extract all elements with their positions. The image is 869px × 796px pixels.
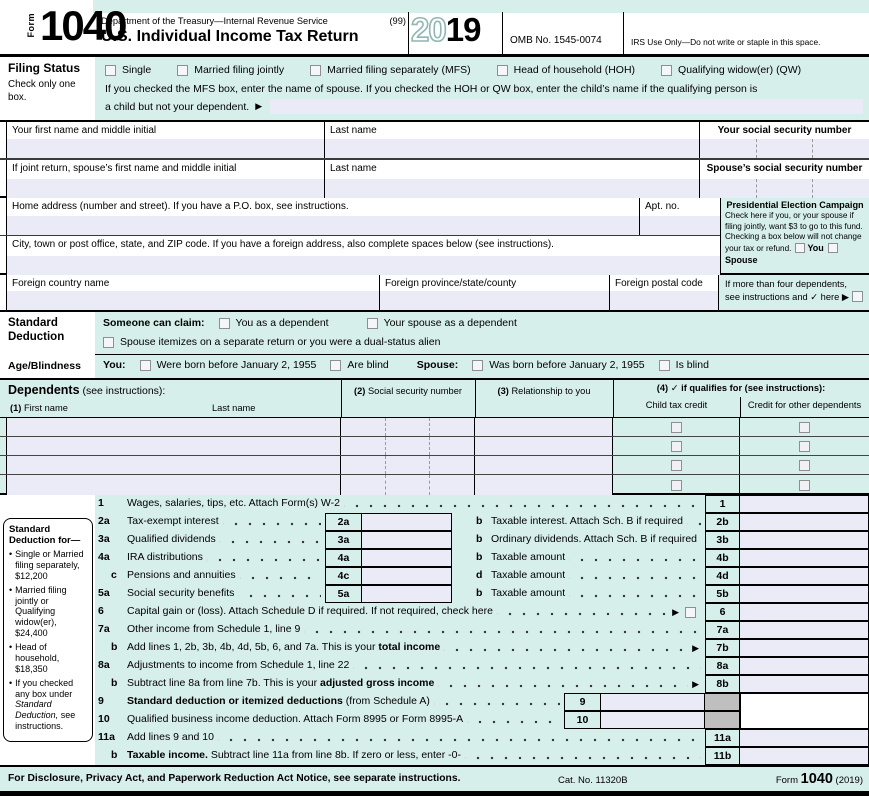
spouse-itemizes-checkbox[interactable] <box>103 337 114 348</box>
qualifying-widow-checkbox[interactable] <box>661 65 672 76</box>
irs-use-only-note: IRS Use Only—Do not write or staple in this space. <box>631 37 821 47</box>
married-jointly-label: Married filing jointly <box>194 64 285 76</box>
line-2b-amount-input[interactable] <box>740 513 869 531</box>
dependents-table <box>0 418 869 495</box>
line-5b-numbox: 5b <box>705 585 740 603</box>
you-label: You: <box>103 359 126 371</box>
line-4d-numbox: 4d <box>705 567 740 585</box>
single-checkbox[interactable] <box>105 65 116 76</box>
line-3b-amount-input[interactable] <box>740 531 869 549</box>
standard-deduction-sidebar <box>3 518 93 742</box>
married-separately-checkbox[interactable] <box>310 65 321 76</box>
claim-you-dependent-label: You as a dependent <box>235 317 329 329</box>
line-6: 6 Capital gain or (loss). Attach Schedule D if required. If not required, check here ▶ 6 <box>95 603 869 621</box>
spouse-label: Spouse: <box>416 359 459 371</box>
credit-other-dependents-checkbox[interactable] <box>799 460 810 471</box>
line-7b-numbox: 7b <box>705 639 740 657</box>
line-5b-amount-input[interactable] <box>740 585 869 603</box>
arrow-icon: ▶ <box>672 607 679 617</box>
more-dependents-checkbox[interactable] <box>852 291 863 302</box>
foreign-province-label: Foreign province/state/county <box>385 278 517 289</box>
line-8b-amount-input[interactable] <box>740 675 869 693</box>
head-of-household-checkbox[interactable] <box>497 65 508 76</box>
line-4b-amount-input[interactable] <box>740 549 869 567</box>
spouse-blind-checkbox[interactable] <box>659 360 670 371</box>
line-9-numbox: 9 <box>564 693 601 711</box>
tax-year: 2019 <box>411 11 481 48</box>
line-8a: 8a Adjustments to income from Schedule 1, line 22 8a <box>95 657 869 675</box>
form-header <box>0 0 869 57</box>
line-9-shaded-cell <box>705 693 740 711</box>
foreign-address-row <box>0 275 869 312</box>
standard-deduction-label: Standard Deduction <box>8 317 65 344</box>
married-jointly-checkbox[interactable] <box>177 65 188 76</box>
city-state-zip-label: City, town or post office, state, and ZIP code. If you have a foreign address, also complete spaces below (see instructions). <box>12 239 554 250</box>
child-tax-credit-col: Child tax credit <box>645 400 708 410</box>
someone-can-claim-label: Someone can claim: <box>103 317 205 329</box>
dependent-name-input[interactable] <box>6 437 341 455</box>
line-11b-amount-input[interactable] <box>740 747 869 765</box>
dependent-row <box>0 437 869 456</box>
child-tax-credit-checkbox[interactable] <box>671 422 682 433</box>
mfs-note-line1: If you checked the MFS box, enter the name of spouse. If you checked the HOH or QW box, enter the child’s name if the qualifying person is <box>105 83 758 95</box>
dependent-relationship-input[interactable] <box>475 456 613 474</box>
spouse-last-name-label: Last name <box>330 163 377 174</box>
spouse-itemizes-label: Spouse itemizes on a separate return or you were a dual-status alien <box>120 336 441 348</box>
line-6-numbox: 6 <box>705 603 740 621</box>
line-3a-amount-input[interactable] <box>362 531 452 549</box>
dependent-row <box>0 475 869 495</box>
filing-status-section <box>0 57 869 122</box>
omb-number: OMB No. 1545-0074 <box>510 35 602 46</box>
city-state-zip-input[interactable] <box>7 256 720 275</box>
campaign-spouse-label: Spouse <box>725 254 758 265</box>
line-11b-numbox: 11b <box>705 747 740 765</box>
line-10-shaded-cell <box>705 711 740 729</box>
line-10: 10 Qualified business income deduction. Attach Form 8995 or Form 8995-A 10 <box>95 711 869 729</box>
filing-status-label: Filing Status <box>8 61 80 75</box>
foreign-country-input[interactable] <box>7 291 379 310</box>
line-9-amount-input[interactable] <box>601 693 705 711</box>
spouse-first-name-input[interactable] <box>7 179 324 198</box>
line-1-amount-input[interactable] <box>740 495 869 513</box>
line-8a-numbox: 8a <box>705 657 740 675</box>
line-2a-numbox: 2a <box>325 513 362 531</box>
ssn-label: Your social security number <box>717 125 852 136</box>
line-8a-amount-input[interactable] <box>740 657 869 675</box>
credit-other-dependents-checkbox[interactable] <box>799 441 810 452</box>
dependent-ssn-input[interactable] <box>341 418 475 436</box>
spouse-ssn-label: Spouse’s social security number <box>706 163 863 174</box>
apt-no-label: Apt. no. <box>645 201 680 212</box>
spouse-last-name-input[interactable] <box>325 179 699 198</box>
foreign-country-label: Foreign country name <box>12 278 110 289</box>
spouse-ssn-input[interactable] <box>700 179 869 198</box>
more-than-four-dependents-note: If more than four dependents, see instructions and ✓ here ▶ <box>718 275 869 310</box>
ssn-input[interactable] <box>700 139 869 158</box>
first-name-input[interactable] <box>7 139 324 158</box>
header-divider <box>623 12 624 54</box>
form-footer <box>0 765 869 796</box>
presidential-election-campaign <box>720 198 869 273</box>
line-7a-numbox: 7a <box>705 621 740 639</box>
campaign-title: Presidential Election Campaign <box>726 200 864 210</box>
line-7b-amount-input[interactable] <box>740 639 869 657</box>
sidebar-title: Standard Deduction for— <box>9 524 81 547</box>
campaign-you-checkbox[interactable] <box>795 243 805 253</box>
name-ssn-grid <box>0 122 869 198</box>
age-blindness-label: Age/Blindness <box>8 360 81 372</box>
sidebar-bullet: • Married filing jointly or Qualifying widow(er), $24,400 <box>9 585 67 638</box>
dependent-ssn-input[interactable] <box>341 456 475 474</box>
line-4a-amount-input[interactable] <box>362 549 452 567</box>
spouse-first-name-label: If joint return, spouse’s first name and middle initial <box>12 163 237 174</box>
line-7a: 7a Other income from Schedule 1, line 9 7a <box>95 621 869 639</box>
dependent-row <box>0 456 869 475</box>
dependents-relationship-col: (3) Relationship to you <box>497 386 591 396</box>
income-section <box>0 495 869 765</box>
line-3b-numbox: 3b <box>705 531 740 549</box>
line-4cd: c Pensions and annuities 4c d Taxable amount 4d <box>95 567 869 585</box>
apt-no-input[interactable] <box>640 216 720 235</box>
form-word-label: Form <box>26 13 36 38</box>
filing-status-options <box>105 64 801 76</box>
dependents-title: Dependents (see instructions): <box>8 383 166 397</box>
department-label: Department of the Treasury—Internal Revenue Service <box>101 16 328 26</box>
child-tax-credit-checkbox[interactable] <box>671 480 682 491</box>
line-4d-amount-input[interactable] <box>740 567 869 585</box>
line-10-numbox: 10 <box>564 711 601 729</box>
line-5a-amount-input[interactable] <box>362 585 452 603</box>
line-8b-numbox: 8b <box>705 675 740 693</box>
line-7a-amount-input[interactable] <box>740 621 869 639</box>
dependents-ssn-col: (2) Social security number <box>353 386 462 396</box>
bottom-bar <box>0 791 869 796</box>
dependent-name-input[interactable] <box>6 475 341 495</box>
line-2a-amount-input[interactable] <box>362 513 452 531</box>
line-11a: 11a Add lines 9 and 10 11a <box>95 729 869 747</box>
dependents-last-name-col: Last name <box>212 403 256 413</box>
head-of-household-label: Head of household (HOH) <box>513 64 636 76</box>
foreign-postal-label: Foreign postal code <box>615 278 703 289</box>
line-2: 2a Tax-exempt interest 2a b Taxable interest. Attach Sch. B if required 2b <box>95 513 869 531</box>
standard-deduction-claim-section <box>0 312 869 355</box>
line-4c-amount-input[interactable] <box>362 567 452 585</box>
claim-spouse-dependent-checkbox[interactable] <box>367 318 378 329</box>
age-blindness-section: Age/Blindness You: Were born before January 2, 1955 Are blind Spouse: Was born before January 2, 1955 Is blind <box>0 355 869 380</box>
schedule-d-not-required-checkbox[interactable] <box>685 607 696 618</box>
you-blind-checkbox[interactable] <box>330 360 341 371</box>
home-address-input[interactable] <box>7 216 639 235</box>
line-8b: b Subtract line 8a from line 7b. This is your adjusted gross income ▶ 8b <box>95 675 869 693</box>
bullet-icon: • <box>9 585 13 596</box>
foreign-province-input[interactable] <box>380 291 609 310</box>
spouse-born-before-1955-checkbox[interactable] <box>472 360 483 371</box>
arrow-icon: ▶ <box>692 643 699 653</box>
header-accent-strip <box>93 0 869 13</box>
line-4c-numbox: 4c <box>325 567 362 585</box>
home-address-label: Home address (number and street). If you have a P.O. box, see instructions. <box>12 201 349 212</box>
first-name-label: Your first name and middle initial <box>12 125 157 136</box>
credit-other-dependents-checkbox[interactable] <box>799 480 810 491</box>
line-4ab: 4a IRA distributions 4a b Taxable amount 4b <box>95 549 869 567</box>
dependents-qualifies-col: (4) ✓ if qualifies for (see instructions): <box>656 383 826 393</box>
line-1-numbox: 1 <box>705 495 740 513</box>
line-3: 3a Qualified dividends 3a b Ordinary dividends. Attach Sch. B if required 3b <box>95 531 869 549</box>
bullet-icon: • <box>9 549 13 560</box>
child-tax-credit-checkbox[interactable] <box>671 460 682 471</box>
code-99: (99) <box>389 16 406 26</box>
campaign-you-label: You <box>807 242 824 253</box>
last-name-label: Last name <box>330 125 377 136</box>
child-tax-credit-checkbox[interactable] <box>671 441 682 452</box>
campaign-spouse-checkbox[interactable] <box>828 243 838 253</box>
header-divider <box>408 12 409 54</box>
line-7b: b Add lines 1, 2b, 3b, 4b, 4d, 5b, 6, and 7a. This is your total income ▶ 7b <box>95 639 869 657</box>
foreign-postal-input[interactable] <box>610 291 718 310</box>
dependent-name-input[interactable] <box>6 418 341 436</box>
arrow-icon: ▶ <box>692 679 699 689</box>
credit-other-dependents-checkbox[interactable] <box>799 422 810 433</box>
form-title: U.S. Individual Income Tax Return <box>101 28 359 45</box>
line-5: 5a Social security benefits 5a b Taxable amount 5b <box>95 585 869 603</box>
qualifying-widow-label: Qualifying widow(er) (QW) <box>678 64 802 76</box>
dependent-row <box>0 418 869 437</box>
claim-spouse-dependent-label: Your spouse as a dependent <box>383 317 517 329</box>
form-number: 1040 <box>40 2 126 49</box>
address-grid <box>0 198 869 275</box>
qualifying-person-name-input[interactable] <box>270 99 863 114</box>
disclosure-notice: For Disclosure, Privacy Act, and Paperwork Reduction Act Notice, see separate instructions. <box>8 773 461 784</box>
line-11a-amount-input[interactable] <box>740 729 869 747</box>
line-2b-numbox: 2b <box>705 513 740 531</box>
department-line <box>101 16 406 26</box>
catalog-number: Cat. No. 11320B <box>558 775 628 786</box>
mfs-note-line2: a child but not your dependent. ▶ <box>105 99 863 114</box>
dependent-ssn-input[interactable] <box>341 475 475 495</box>
credit-other-dependents-col: Credit for other dependents <box>747 400 862 410</box>
dependent-relationship-input[interactable] <box>475 437 613 455</box>
dependent-relationship-input[interactable] <box>475 475 613 495</box>
line-11a-numbox: 11a <box>705 729 740 747</box>
line-3a-numbox: 3a <box>325 531 362 549</box>
line-9: 9 Standard deduction or itemized deductions (from Schedule A) 9 <box>95 693 869 711</box>
check-one-box-note: Check only one box. <box>8 79 76 103</box>
married-separately-label: Married filing separately (MFS) <box>327 64 471 76</box>
you-born-before-1955-checkbox[interactable] <box>140 360 151 371</box>
claim-you-dependent-checkbox[interactable] <box>219 318 230 329</box>
bullet-icon: • <box>9 642 13 653</box>
campaign-body: Check here if you, or your spouse if filing jointly, want $3 to go to this fund. Checking a box below will not change your tax or refund. YouSpouse <box>725 211 863 265</box>
line-1: 1 Wages, salaries, tips, etc. Attach Form(s) W-2 1 <box>95 495 869 513</box>
arrow-icon: ▶ <box>255 101 263 111</box>
sidebar-bullet: • If you checked any box under Standard Deduction, see instructions. <box>9 678 76 731</box>
dependent-relationship-input[interactable] <box>475 418 613 436</box>
line-5a-numbox: 5a <box>325 585 362 603</box>
footer-form-id: Form 1040 (2019) <box>775 771 863 787</box>
dependent-name-input[interactable] <box>6 456 341 474</box>
line-11b: b Taxable income. Subtract line 11a from line 8b. If zero or less, enter -0- 11b <box>95 747 869 765</box>
sidebar-bullet: • Head of household, $18,350 <box>9 642 60 674</box>
single-label: Single <box>122 64 152 76</box>
dependents-header: Dependents (see instructions): (1) First name Last name (2) Social security number (3) Relationship to you (4) ✓ if qualifies for (see instructions): Child tax credit Credit for other dependents <box>0 380 869 418</box>
bullet-icon: • <box>9 678 13 689</box>
line-4a-numbox: 4a <box>325 549 362 567</box>
sidebar-bullet: • Single or Married filing separately, $12,200 <box>9 549 84 581</box>
header-divider <box>502 12 503 54</box>
line-6-amount-input[interactable] <box>740 603 869 621</box>
line-4b-numbox: 4b <box>705 549 740 567</box>
dependent-ssn-input[interactable] <box>341 437 475 455</box>
line-10-amount-input[interactable] <box>601 711 705 729</box>
last-name-input[interactable] <box>325 139 699 158</box>
